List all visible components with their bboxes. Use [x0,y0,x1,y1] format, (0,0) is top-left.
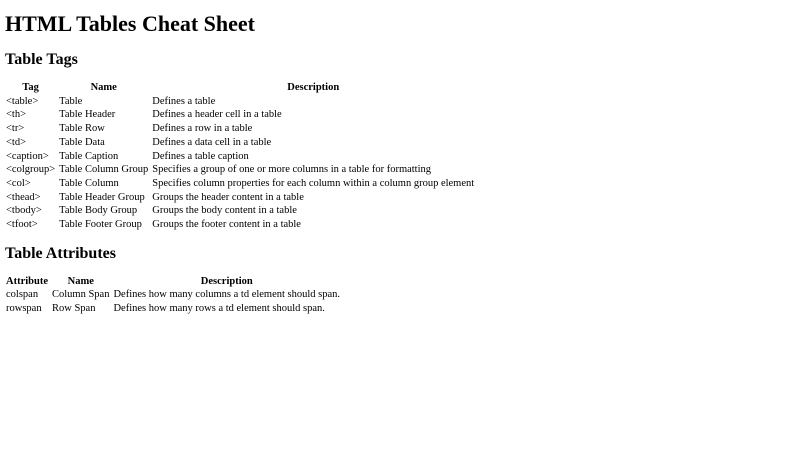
name-cell: Table Header Group [59,191,145,203]
description-cell: Defines a header cell in a table [152,109,282,121]
description-cell: Specifies column properties for each column within a column group element [152,177,475,189]
name-cell: Table Footer Group [59,219,142,231]
table-attributes-table [3,274,343,317]
table-row [5,192,475,204]
name-cell: Table Column Group [59,164,149,176]
tag-cell: <thead> [6,191,41,203]
column-header-description: Description [200,275,253,287]
description-cell: Defines a data cell in a table [152,136,272,148]
name-cell: Table Header [59,109,116,121]
tag-cell: <table> [6,95,39,107]
description-cell: Groups the body content in a table [152,205,297,217]
tag-cell: <caption> [6,150,49,162]
description-cell: Defines a table caption [152,150,249,162]
column-header-tag: Tag [22,82,39,93]
name-cell: Table [59,95,83,107]
name-cell: Table Data [59,136,105,148]
attribute-cell: colspan [6,289,39,301]
column-header-name: Name [90,82,117,93]
name-cell: Table Caption [59,150,119,162]
table-row [5,178,475,190]
tag-cell: <td> [6,136,27,148]
description-cell: Defines a row in a table [152,123,253,135]
name-cell: Table Body Group [59,205,138,217]
table-row [5,289,341,301]
tag-cell: <tbody> [6,205,42,217]
table-row [5,123,475,135]
name-cell: Column Span [52,289,110,301]
table-header-row [5,276,341,288]
description-cell: Defines how many rows a td element should span. [113,303,325,315]
tag-cell: <tr> [6,123,25,135]
table-header-row [5,82,475,94]
description-cell: Specifies a group of one or more columns in a table for formatting [152,164,432,176]
column-header-description: Description [287,82,340,93]
table-row [5,219,475,231]
column-header-name: Name [67,275,94,287]
tag-cell: <colgroup> [6,164,56,176]
table-attributes-heading: Table Attributes [5,244,116,262]
column-header-attribute: Attribute [6,275,48,287]
table-row [5,303,341,315]
table-row [5,164,475,176]
tag-cell: <tfoot> [6,219,38,231]
tag-cell: <col> [6,177,31,189]
table-row [5,137,475,149]
name-cell: Row Span [52,303,96,315]
table-tags-table [3,80,477,233]
tag-cell: <th> [6,109,27,121]
description-cell: Defines a table [152,95,216,107]
table-row [5,205,475,217]
name-cell: Table Column [59,177,119,189]
table-tags-heading: Table Tags [5,51,78,68]
description-cell: Defines how many columns a td element should span. [113,289,341,301]
attribute-cell: rowspan [6,303,42,315]
page-title: HTML Tables Cheat Sheet [5,11,255,36]
table-row [5,109,475,121]
table-row [5,151,475,163]
name-cell: Table Row [59,123,105,135]
table-row [5,96,475,108]
description-cell: Groups the footer content in a table [152,219,301,231]
description-cell: Groups the header content in a table [152,191,304,203]
